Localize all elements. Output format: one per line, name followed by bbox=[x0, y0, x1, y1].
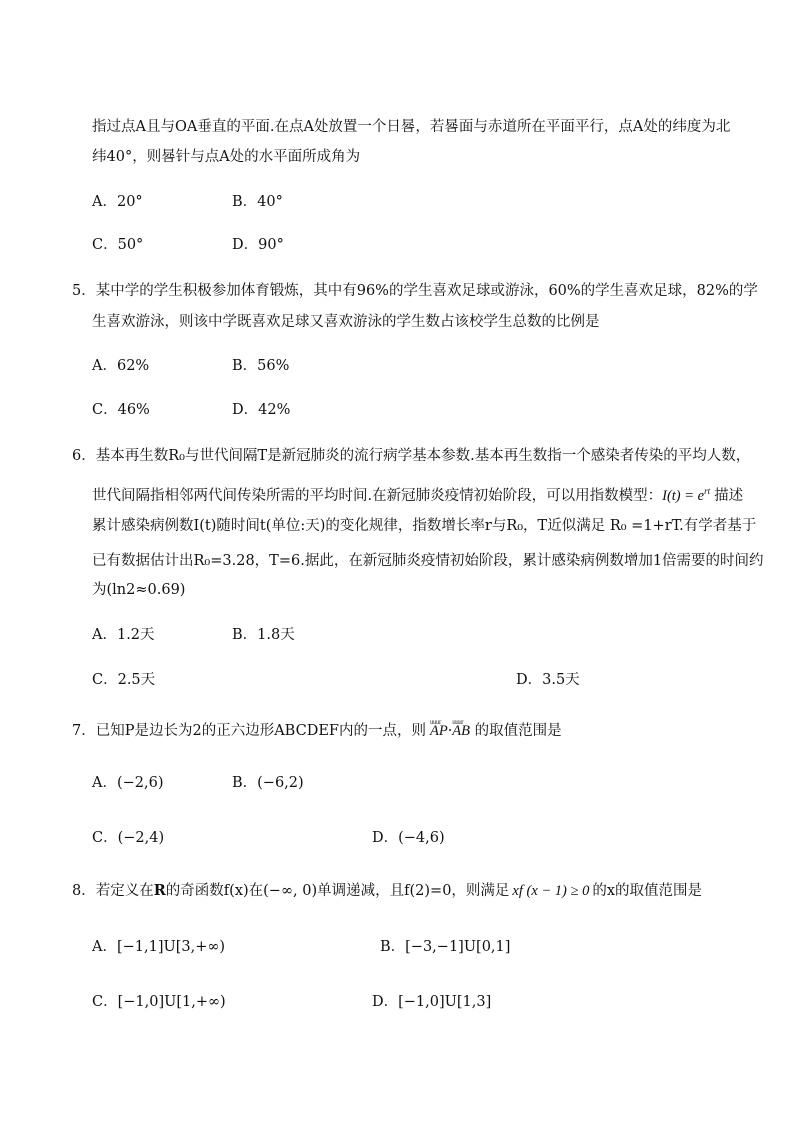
q6-line-1: 6．基本再生数R₀与世代间隔T是新冠肺炎的流行病学基本参数.基本再生数指一个感染者传染的平均人数， bbox=[72, 448, 751, 464]
q7-suffix: 的取值范围是 bbox=[470, 723, 562, 739]
q4-line-2: 纬40°，则晷针与点A处的水平面所成角为 bbox=[92, 149, 361, 165]
q8-option-b: B．[−3,−1]U[0,1] bbox=[380, 939, 511, 955]
q4-option-b: B．40° bbox=[232, 194, 283, 210]
q5-option-a: A．62% bbox=[92, 358, 150, 374]
q8-line-1 bbox=[72, 881, 702, 901]
q6-option-b: B．1.8天 bbox=[232, 627, 295, 643]
q7-option-d: D．(−4,6) bbox=[372, 830, 445, 846]
q8-suffix: 的x的取值范围是 bbox=[592, 883, 703, 899]
q6-line-2 bbox=[92, 481, 743, 506]
q6-line-5: 为(ln2≈0.69) bbox=[92, 582, 186, 598]
q7-dot: · bbox=[447, 723, 453, 739]
q6-formula-exponent: rt bbox=[704, 486, 711, 496]
q6-option-c: C．2.5天 bbox=[92, 672, 156, 688]
q8-option-c: C．[−1,0]U[1,+∞) bbox=[92, 994, 226, 1010]
q7-option-c: C．(−2,4) bbox=[92, 830, 165, 846]
q8-formula: xf (x − 1) ≥ 0 bbox=[512, 883, 590, 899]
q8-real-set-symbol: R bbox=[153, 882, 166, 899]
q4-option-a: A．20° bbox=[92, 194, 143, 210]
q6-option-d: D．3.5天 bbox=[516, 672, 580, 688]
q7-prefix: 7．已知P是边长为2的正六边形ABCDEF内的一点，则 bbox=[72, 723, 426, 739]
q8-prefix: 8．若定义在 bbox=[72, 883, 154, 899]
q6-line-3: 累计感染病例数I(t)随时间t(单位:天)的变化规律，指数增长率r与R₀，T近似满足 R₀ =1+rT.有学者基于 bbox=[92, 518, 757, 534]
q5-option-d: D．42% bbox=[232, 402, 291, 418]
q6-formula: I(t) = e bbox=[662, 487, 705, 504]
q4-line-1: 指过点A且与OA垂直的平面.在点A处放置一个日晷，若晷面与赤道所在平面平行，点A处的纬度为北 bbox=[92, 119, 731, 135]
q8-option-a: A．[−1,1]U[3,+∞) bbox=[92, 939, 226, 955]
q6-line-4: 已有数据估计出R₀=3.28，T=6.据此，在新冠肺炎疫情初始阶段，累计感染病例数增加1倍需要的时间约 bbox=[92, 553, 764, 569]
q6-option-a: A．1.2天 bbox=[92, 627, 155, 643]
q8-option-d: D．[−1,0]U[1,3] bbox=[372, 994, 492, 1010]
q4-option-d: D．90° bbox=[232, 237, 284, 253]
q6-line-2-end: 描述 bbox=[714, 487, 744, 504]
q6-line-2-text: 世代间隔指相邻两代间传染所需的平均时间.在新冠肺炎疫情初始阶段，可以用指数模型： bbox=[92, 487, 663, 504]
q7-option-a: A．(−2,6) bbox=[92, 775, 164, 791]
q7-line-1 bbox=[72, 721, 562, 741]
q7-vector-ap: uuur AP bbox=[430, 721, 448, 741]
q7-vector-ab: uuur AB bbox=[452, 721, 470, 741]
q5-line-2: 生喜欢游泳，则该中学既喜欢足球又喜欢游泳的学生数占该校学生总数的比例是 bbox=[92, 314, 600, 330]
q4-option-c: C．50° bbox=[92, 237, 144, 253]
q5-line-1: 5．某中学的学生积极参加体育锻炼，其中有96%的学生喜欢足球或游泳，60%的学生喜欢足球，82%的学 bbox=[72, 283, 758, 299]
q5-option-c: C．46% bbox=[92, 402, 150, 418]
q5-option-b: B．56% bbox=[232, 358, 290, 374]
q7-option-b: B．(−6,2) bbox=[232, 775, 304, 791]
q8-middle: 的奇函数f(x)在(−∞, 0)单调递减，且f(2)=0，则满足 bbox=[165, 883, 510, 899]
